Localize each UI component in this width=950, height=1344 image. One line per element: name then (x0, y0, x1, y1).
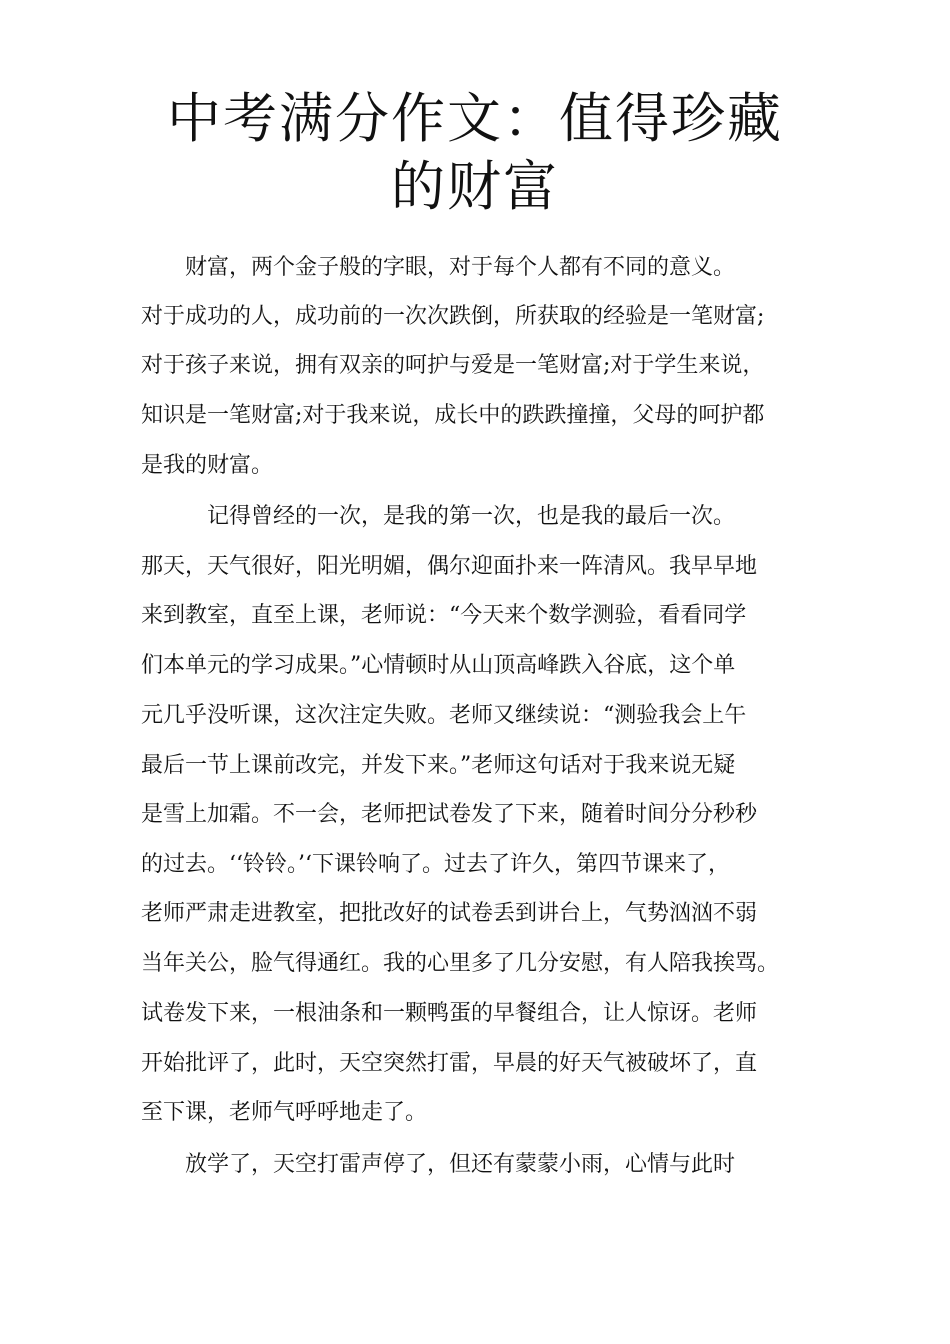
body-line: 对于成功的人，成功前的一次次跌倒，所获取的经验是一笔财富; (141, 304, 765, 329)
body-line: 放学了，天空打雷声停了，但还有蒙蒙小雨，心情与此时 (141, 1152, 736, 1177)
body-line: 的过去。‘‘铃铃。’‘下课铃响了。过去了许久，第四节课来了， (141, 852, 730, 877)
body-line: 试卷发下来，一根油条和一颗鸭蛋的早餐组合，让人惊讶。老师 (141, 1001, 758, 1026)
body-line: 是我的财富。 (141, 453, 274, 478)
body-line: 财富，两个金子般的字眼，对于每个人都有不同的意义。 (141, 255, 736, 280)
body-line: 开始批评了，此时，天空突然打雷，早晨的好天气被破坏了，直 (141, 1051, 758, 1076)
body-line: 至下课，老师气呼呼地走了。 (141, 1100, 428, 1125)
body-line: 来到教室，直至上课，老师说：“今天来个数学测验，看看同学 (141, 603, 747, 628)
body-line: 老师严肃走进教室，把批改好的试卷丢到讲台上，气势汹汹不弱 (141, 901, 758, 926)
body-line: 元几乎没听课，这次注定失败。老师又继续说：“测验我会上午 (141, 703, 747, 728)
document-title-line-1: 中考满分作文：值得珍藏 (167, 87, 783, 150)
body-line: 最后一节上课前改完，并发下来。”老师这句话对于我来说无疑 (141, 753, 736, 778)
body-line: 对于孩子来说，拥有双亲的呵护与爱是一笔财富;对于学生来说， (141, 353, 765, 378)
body-line: 知识是一笔财富;对于我来说，成长中的跌跌撞撞，父母的呵护都 (141, 403, 765, 428)
body-line: 们本单元的学习成果。”心情顿时从山顶高峰跌入谷底，这个单 (141, 653, 736, 678)
body-line: 记得曾经的一次，是我的第一次，也是我的最后一次。 (141, 504, 736, 529)
document-title-line-2: 的财富 (391, 155, 559, 218)
body-line: 那天，天气很好，阳光明媚，偶尔迎面扑来一阵清风。我早早地 (141, 554, 758, 579)
body-line: 当年关公，脸气得通红。我的心里多了几分安慰，有人陪我挨骂。 (141, 951, 780, 976)
body-line: 是雪上加霜。不一会，老师把试卷发了下来，随着时间分分秒秒 (141, 802, 758, 827)
